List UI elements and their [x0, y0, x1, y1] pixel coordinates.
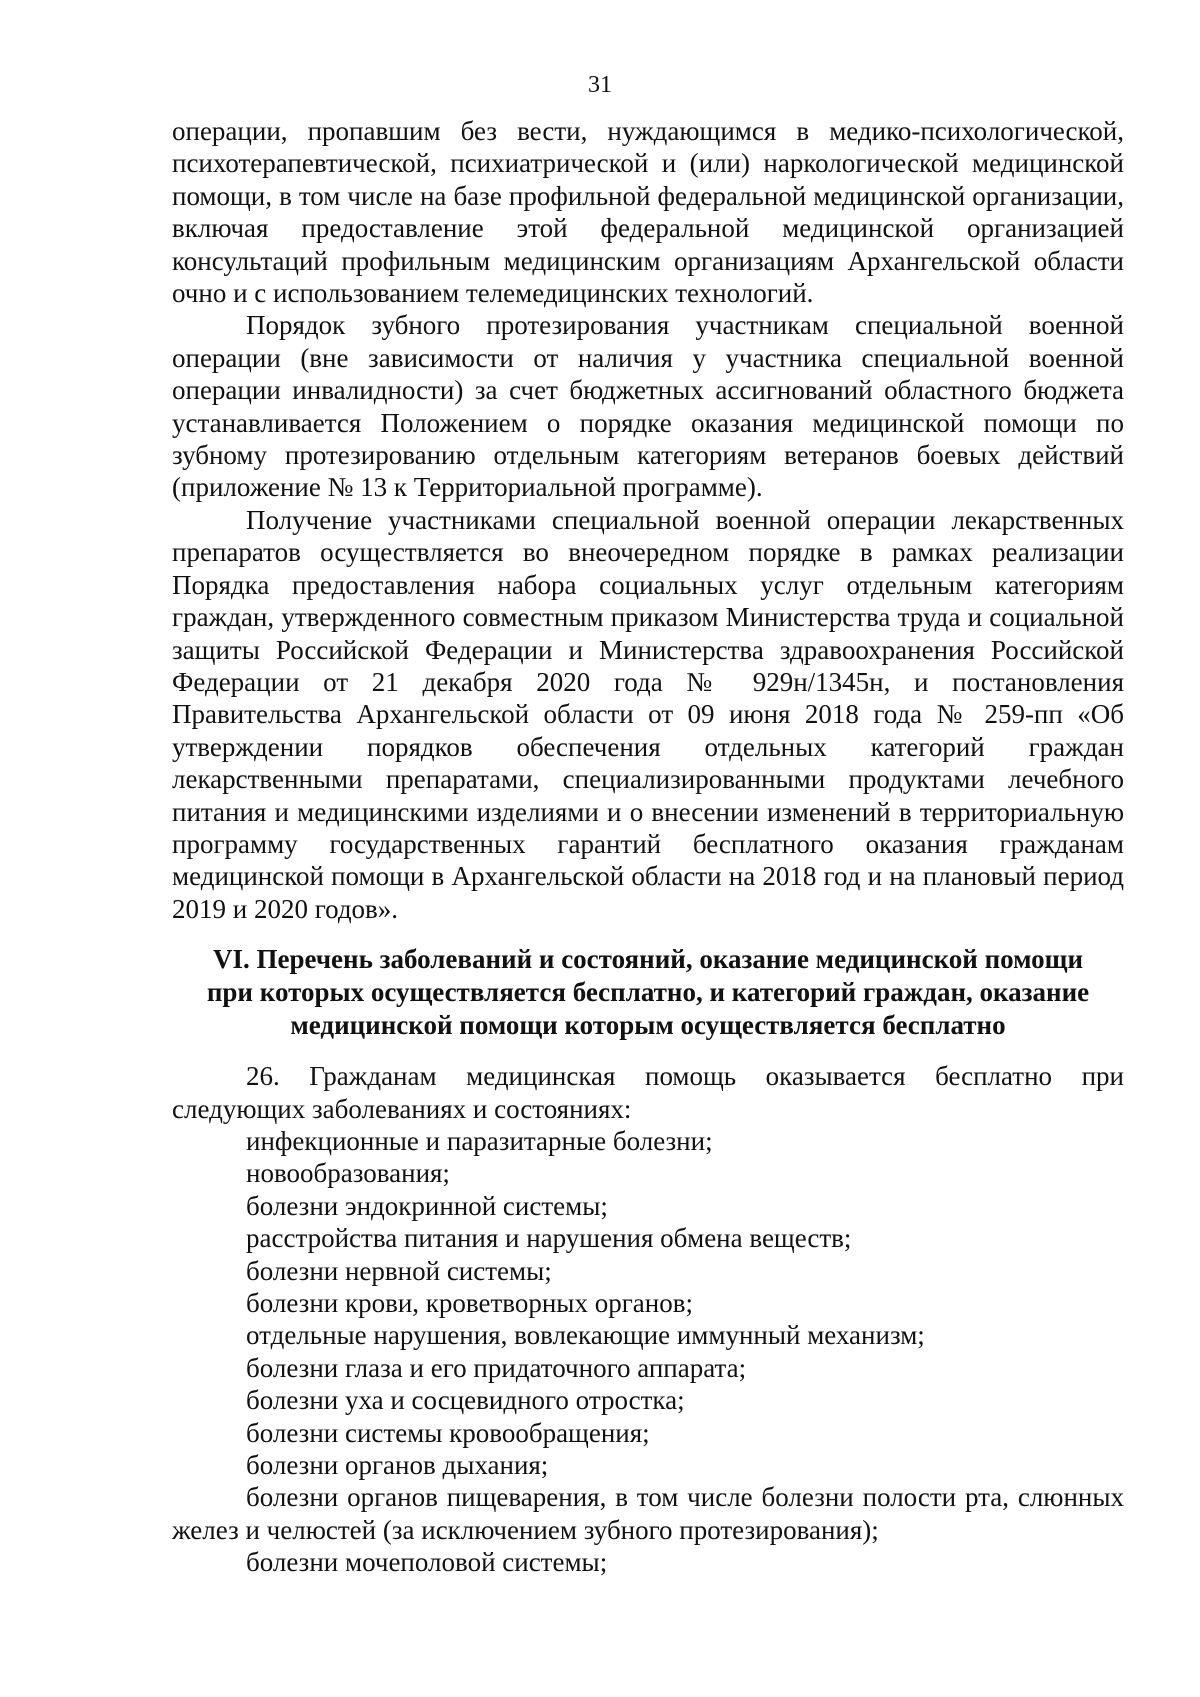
paragraph-medications: Получение участниками специальной военной операции лекарственных препаратов осуществляется во внеочередном порядке в рамках реализации Порядка предоставления набора социальных услуг отдельным категориям граждан, утвержденного совместным приказом Министерства труда и социальной защиты Российской Федерации и Министерства здравоохранения Российской Федерации от 21 декабря 2020 года № 929н/1345н, и постановления Правительства Архангельской области от 09 июня 2018 года № 259-пп «Об утверждении порядков обеспечения отдельных категорий граждан лекарственными препаратами, специализированными продуктами лечебного питания и медицинскими изделиями и о внесении изменений в территориальную программу государственных гарантий бесплатного оказания гражданам медицинской помощи в Архангельской области на 2018 год и на плановый период 2019 и 2020 годов».: [172, 504, 1124, 924]
list-item: болезни системы кровообращения;: [246, 1417, 650, 1448]
list-item: болезни нервной системы;: [246, 1255, 552, 1286]
list-item: болезни крови, кроветворных органов;: [246, 1288, 693, 1318]
section-heading: VI. Перечень заболеваний и состояний, оказание медицинской помощи при которых осуществляется бесплатно, и категорий граждан, оказание медицинской помощи которым осуществляется бесплатно: [206, 944, 1090, 1041]
list-item: новообразования;: [246, 1158, 450, 1189]
list-item: болезни мочеполовой системы;: [246, 1547, 608, 1578]
list-item: инфекционные и паразитарные болезни;: [246, 1125, 713, 1156]
list-item: болезни уха и сосцевидного отростка;: [246, 1385, 685, 1416]
page-number: 31: [588, 72, 612, 98]
paragraph-dental-prosthetics: Порядок зубного протезирования участникам специальной военной операции (вне зависимости от наличия у участника специальной военной операции инвалидности) за счет бюджетных ассигнований областного бюджета устанавливается Положением о порядке оказания медицинской помощи по зубному протезированию отдельным категориям ветеранов боевых действий (приложение № 13 к Территориальной программе).: [172, 310, 1124, 503]
list-item: болезни органов пищеварения, в том числе болезни полости рта, слюнных желез и челюстей (за исключением зубного протезирования);: [172, 1482, 1124, 1545]
list-item: болезни эндокринной системы;: [246, 1190, 608, 1221]
item-26-intro: 26. Гражданам медицинская помощь оказывается бесплатно при следующих заболеваниях и состояниях:: [172, 1061, 1124, 1124]
list-item: болезни органов дыхания;: [246, 1450, 549, 1481]
list-item: расстройства питания и нарушения обмена веществ;: [246, 1223, 852, 1254]
document-body: [172, 115, 1124, 1579]
paragraph-continuation: операции, пропавшим без вести, нуждающимся в медико-психологической, психотерапевтической, психиатрической и (или) наркологической медицинской помощи, в том числе на базе профильной федеральной медицинской организации, включая предоставление этой федеральной медицинской организацией консультаций профильным медицинским организациям Архангельской области очно и с использованием телемедицинских технологий.: [172, 116, 1124, 309]
conditions-list: [172, 1125, 1124, 1579]
list-item: отдельные нарушения, вовлекающие иммунный механизм;: [246, 1320, 925, 1351]
list-item: болезни глаза и его придаточного аппарата;: [246, 1352, 747, 1383]
